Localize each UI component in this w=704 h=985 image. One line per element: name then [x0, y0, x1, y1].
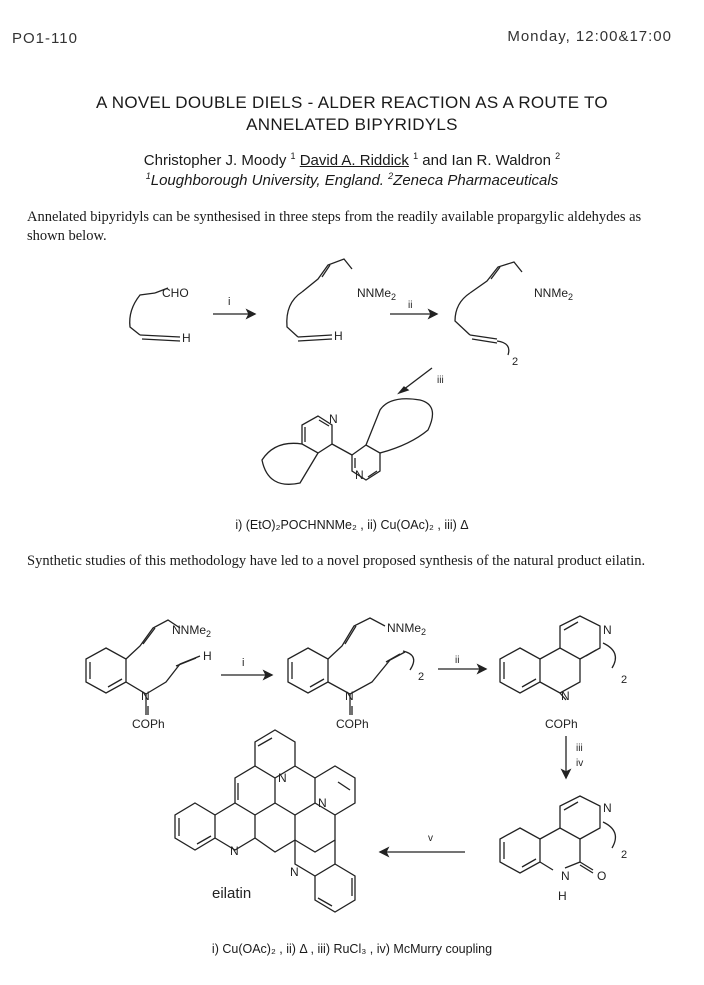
author-conjunction: and: [422, 152, 448, 169]
author-riddick-mark: 1: [413, 151, 419, 161]
eilatin-n-4: N: [290, 865, 299, 879]
s2-n-a: N: [141, 689, 150, 703]
affiliation-1: Loughborough University, England.: [150, 172, 384, 189]
s1-sub2-b: 2: [568, 292, 574, 302]
s2-dimer-d: 2: [621, 849, 628, 861]
s2-step-ii: ii: [455, 655, 460, 666]
s2-coph-c: COPh: [545, 717, 578, 731]
eilatin-n-1: N: [230, 844, 239, 858]
s1-dimer: 2: [512, 356, 519, 368]
s2-dimer-b: 2: [418, 671, 425, 683]
poster-code: PO1-110: [12, 30, 78, 47]
svg-text:NNMe2: [534, 286, 573, 302]
s2-step-v: v: [428, 833, 433, 844]
s2-coph-a: COPh: [132, 717, 165, 731]
affiliation-2: Zeneca Pharmaceuticals: [393, 172, 559, 189]
s1-h2: H: [334, 329, 343, 343]
s1-n-bottom: N: [355, 468, 364, 482]
intro-paragraph: Annelated bipyridyls can be synthesised in three steps from the readily available propargylic aldehydes as shown below.: [27, 209, 642, 244]
s1-cho: CHO: [162, 286, 189, 300]
s2-nnme2: NNMe: [172, 623, 207, 637]
scheme-1-caption: i) (EtO)₂POCHNNMe₂ , ii) Cu(OAc)₂ , iii) Δ: [235, 518, 469, 532]
page-title-line1: A NOVEL DOUBLE DIELS - ALDER REACTION AS A ROUTE TO: [96, 93, 608, 112]
s2-sub2-b: 2: [421, 627, 427, 637]
s2-dimer-c: 2: [621, 674, 628, 686]
svg-text:NNMe2: [172, 623, 211, 639]
s2-step-iii: iii: [576, 743, 583, 754]
session-time: Monday, 12:00&17:00: [507, 28, 672, 45]
author-moody: Christopher J. Moody: [143, 152, 287, 169]
s2-n-c-ring: N: [603, 623, 612, 637]
s2-n-d-ring: N: [603, 801, 612, 815]
author-riddick: David A. Riddick: [299, 152, 409, 169]
author-waldron-mark: 2: [555, 151, 561, 161]
page-title-line2: ANNELATED BIPYRIDYLS: [246, 115, 458, 134]
eilatin-n-2: N: [278, 771, 287, 785]
s2-coph-b: COPh: [336, 717, 369, 731]
s2-nh: H: [558, 889, 567, 903]
s2-step-i: i: [242, 657, 245, 669]
scheme-2-caption: i) Cu(OAc)₂ , ii) Δ , iii) RuCl₃ , iv) McMurry coupling: [211, 942, 493, 956]
s1-step-i: i: [228, 296, 231, 308]
scheme-2-diagram: [0, 608, 704, 938]
s2-nnme2-b: NNMe: [387, 621, 422, 635]
s1-step-ii: ii: [408, 300, 413, 311]
synthesis-paragraph: Synthetic studies of this methodology have led to a novel proposed synthesis of the natural product eilatin.: [27, 553, 646, 569]
scheme-1-diagram: [0, 255, 704, 515]
s1-n-top: N: [329, 412, 338, 426]
s1-nnme2: NNMe: [357, 286, 392, 300]
s1-nnme2-b: NNMe: [534, 286, 569, 300]
affiliation-line: [0, 171, 704, 189]
author-waldron: Ian R. Waldron: [451, 152, 551, 169]
affiliation-1-mark: 1: [145, 171, 151, 181]
s2-n-d: N: [561, 869, 570, 883]
s2-step-iv: iv: [576, 758, 584, 769]
s1-step-iii: iii: [437, 375, 444, 386]
svg-text:NNMe2: [357, 286, 396, 302]
s2-h: H: [203, 649, 212, 663]
s2-sub2: 2: [206, 629, 212, 639]
s2-o: O: [597, 869, 607, 883]
s1-h: H: [182, 331, 191, 345]
author-moody-mark: 1: [290, 151, 296, 161]
eilatin-n-3: N: [318, 796, 327, 810]
eilatin-label: eilatin: [212, 885, 252, 902]
s2-n-c: N: [561, 689, 570, 703]
s2-n-b: N: [345, 689, 354, 703]
author-line: [0, 151, 704, 169]
svg-text:NNMe2: [387, 621, 426, 637]
s1-sub2: 2: [391, 292, 397, 302]
affiliation-2-mark: 2: [388, 171, 394, 181]
